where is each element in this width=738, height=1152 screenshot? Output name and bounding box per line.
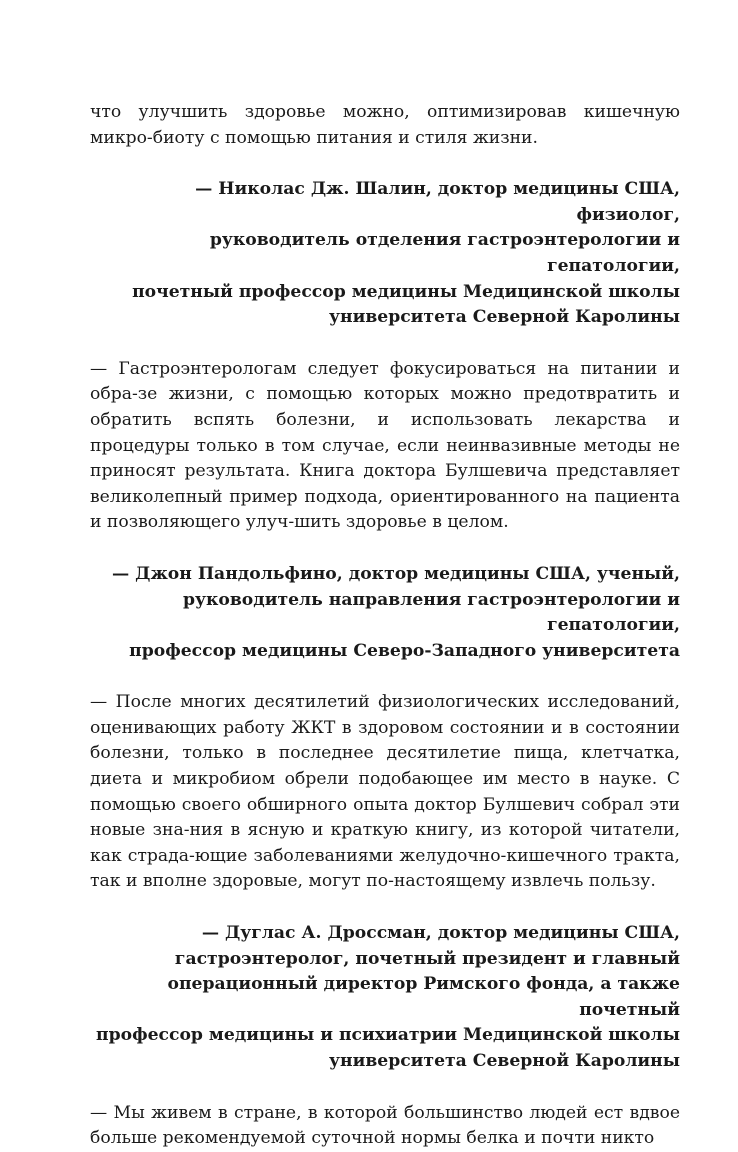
attribution-line: профессор медицины и психиатрии Медицинской школы [96, 1025, 680, 1046]
attribution-drossman [90, 921, 680, 1075]
attribution-line: руководитель отделения гастроэнтерологии и гепатологии, [209, 230, 680, 276]
attribution-line: — Джон Пандольфино, доктор медицины США, ученый, [111, 563, 680, 584]
attribution-line: операционный директор Римского фонда, а также почетный [167, 974, 680, 1020]
paragraph-3: — После многих десятилетий физиологических исследований, оценивающих работу ЖКТ в здоровом состоянии и в состоянии болезни, только в последнее десятилетие пища, клетчатка, диета и микробиом обрели подобающее им место в науке. С помощью своего обширного опыта доктор Булшевич собрал эти новые зна-ния в ясную и краткую книгу, из которой читатели, как страда-ющие заболеваниями желудочно-кишечного тракта, так и вполне здоровые, могут по-настоящему извлечь пользу. [90, 692, 680, 892]
attribution-line: гастроэнтеролог, почетный президент и главный [174, 948, 680, 969]
paragraph-2: — Гастроэнтерологам следует фокусироваться на питании и обра-зе жизни, с помощью которых можно предотвратить и обратить вспять болезни, и использовать лекарства и процедуры только в том случае, если неинвазивные методы не приносят результата. Книга доктора Булшевича представляет великолепный пример подхода, ориентированного на пациента и позволяющего улуч-шить здоровье в целом. [90, 358, 680, 533]
attribution-line: почетный профессор медицины Медицинской школы [132, 281, 680, 302]
attribution-line: — Дуглас А. Дроссман, доктор медицины США, [201, 923, 680, 944]
attribution-line: профессор медицины Северо-Западного университета [129, 640, 680, 661]
paragraph-1: что улучшить здоровье можно, оптимизировав кишечную микро-биоту с помощью питания и стиля жизни. [90, 102, 680, 148]
attribution-shalin [90, 177, 680, 331]
attribution-line: — Николас Дж. Шалин, доктор медицины США, физиолог, [195, 179, 680, 225]
attribution-line: университета Северной Каролины [328, 1051, 680, 1071]
paragraph-4: — Мы живем в стране, в которой большинство людей ест вдвое больше рекомендуемой суточной нормы белка и почти никто [90, 1102, 680, 1149]
book-page [90, 100, 680, 1152]
attribution-pandolfino [90, 562, 680, 664]
attribution-line: руководитель направления гастроэнтерологии и гепатологии, [182, 589, 680, 636]
attribution-line: университета Северной Каролины [328, 307, 680, 328]
